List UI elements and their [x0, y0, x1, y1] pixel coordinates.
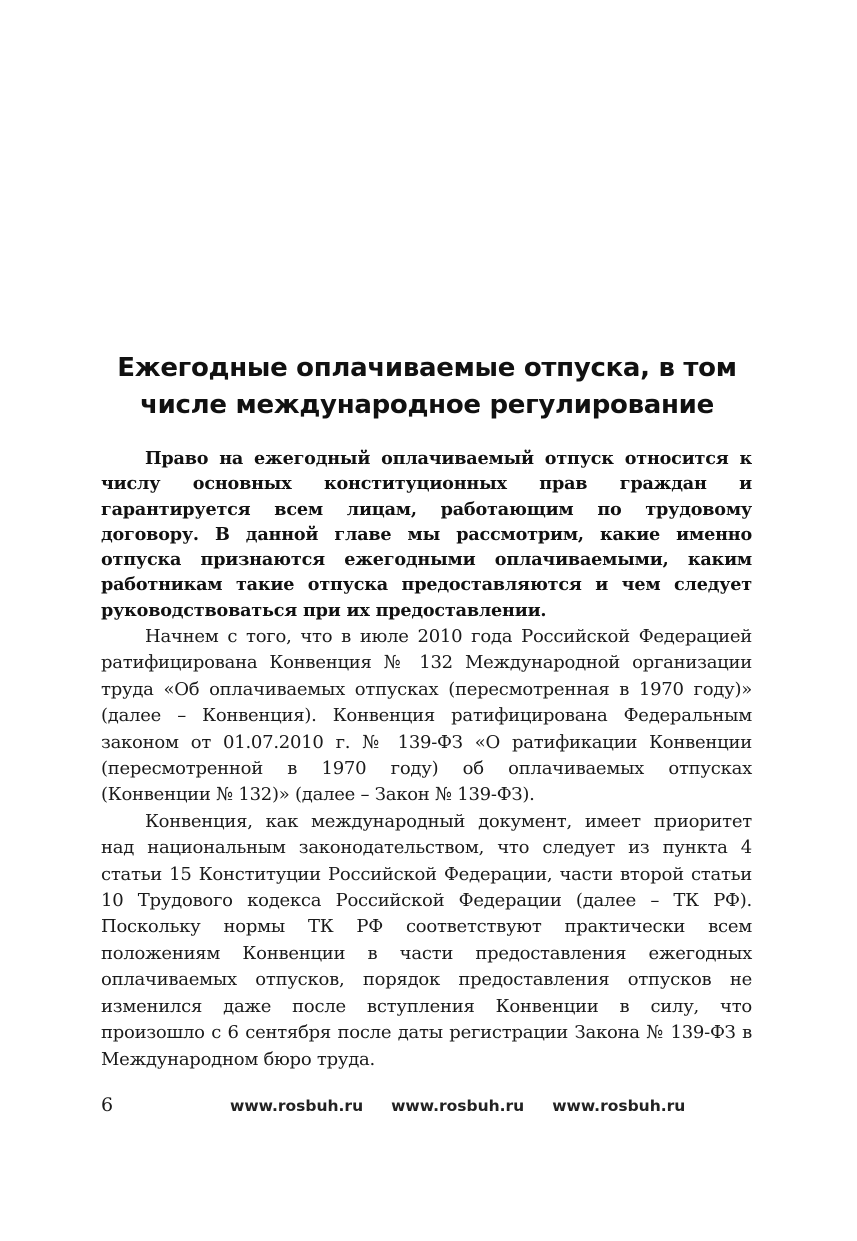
footer-website-link: www.rosbuh.ru: [552, 1097, 686, 1115]
chapter-title: Ежегодные оплачиваемые отпуска, в том числе международное регулирование: [117, 353, 737, 420]
footer-website-link: www.rosbuh.ru: [230, 1097, 364, 1115]
page-footer: [101, 1091, 752, 1121]
body-paragraph: Начнем с того, что в июле 2010 года Российской Федерацией ратифицирована Конвенция № 132 Международной организации труда «Об оплачиваемых отпусках (пересмотренная в 1970 году)» (далее – Конвенция). Конвенция ратифицирована Федеральным законом от 01.07.2010 г. № 139-ФЗ «О ратификации Конвенции (пересмотренной в 1970 году) об оплачиваемых отпусках (Конвенции № 132)» (далее – Закон № 139-ФЗ).: [101, 626, 752, 806]
footer-website-link: www.rosbuh.ru: [391, 1097, 525, 1115]
page-number: 6: [101, 1094, 114, 1116]
body-paragraph: Конвенция, как международный документ, имеет приоритет над национальным законодательством, что следует из пункта 4 статьи 15 Конституции Российской Федерации, части второй статьи 10 Трудового кодекса Российской Федерации (далее – ТК РФ). Поскольку нормы ТК РФ соответствуют практически всем положениям Конвенции в части предоставления ежегодных оплачиваемых отпусков, порядок предоставления отпусков не изменился даже после вступления Конвенции в силу, что произошло с 6 сентября после даты регистрации Закона № 139-ФЗ в Международном бюро труда.: [101, 810, 752, 1070]
lead-paragraph: Право на ежегодный оплачиваемый отпуск относится к числу основных конституционных прав граждан и гарантируется всем лицам, работающим по трудовому договору. В данной главе мы рассмотрим, какие именно отпуска признаются ежегодными оплачиваемыми, каким работникам такие отпуска предоставляются и чем следует руководствоваться при их предоставлении.: [101, 448, 752, 621]
footer-links: [230, 1094, 685, 1118]
body-text: [101, 624, 752, 1073]
